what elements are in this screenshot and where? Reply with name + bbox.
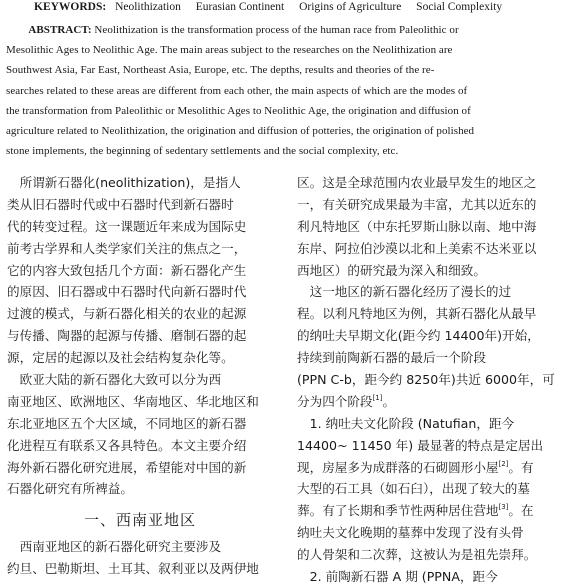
body-line: 一，有关研究成果最为丰富，尤其以近东的 [297,196,537,212]
abstract-block [6,20,558,161]
body-line: 东北亚地区五个大区域，不同地区的新石器 [7,415,247,431]
body-line: 西南亚地区的新石器化研究主要涉及 [7,539,222,555]
keyword-item: Neolithization [115,1,181,13]
body-line: 1. 纳吐夫文化阶段 (Natufian，距今 [297,415,515,431]
abstract-line: ABSTRACT: Neolithization is the transformation process of the human race from Paleolithic or [28,24,459,36]
body-line: 分为四个阶段[1]。 [297,393,396,409]
section-heading: 一、西南亚地区 [83,511,196,530]
keyword-item: Origins of Agriculture [299,1,402,13]
body-line: 利凡特地区（中东托罗斯山脉以南、地中海 [297,218,537,234]
abstract-line: the transformation from Paleolithic or Mesolithic Ages to Neolithic Age, the origination and diffusion of [6,104,471,117]
body-line: 类从旧石器时代或中石器时代到新石器时 [7,196,234,212]
body-line: 前考古学界和人类学家们关注的焦点之一， [7,240,247,256]
body-line: 它的内容大致包括几个方面：新石器化产生 [7,262,247,278]
body-line: 持续到前陶新石器的最后一个阶段 [297,350,486,366]
body-line: 约旦、巴勒斯坦、土耳其、叙利亚以及两伊地 [7,561,259,577]
body-line: 西地区）的研究最为深入和细致。 [297,262,486,278]
body-line: 与传播、陶器的起源与传播、磨制石器的起 [7,328,247,344]
body-line: 化进程互有联系又各具特色。本文主要介绍 [7,437,247,453]
body-line: 的纳吐夫早期文化(距今约 14400年)开始， [297,328,540,344]
abstract-line: Southwest Asia, Far East, Northeast Asia, Europe, etc. The depths, results and theories of the re- [6,64,435,77]
body-line: 东岸、阿拉伯沙漠以北和上美索不达米亚以 [297,240,537,256]
keyword-item: Social Complexity [416,1,503,13]
body-line: 14400~ 11450 年) 最显著的特点是定居出 [297,437,544,453]
body-line: 代的转变过程。这一课题近年来成为国际史 [7,218,247,234]
left-column [7,172,273,580]
body-line: 南亚地区、欧洲地区、华南地区、华北地区和 [7,393,259,409]
body-line: 的原因、旧石器或中石器时代向新石器时代 [7,284,247,300]
keywords-label: KEYWORDS: [34,1,107,13]
body-line: 葬。有了长期和季节性两种居住营地[3]。在 [297,503,534,519]
body-line: 2. 前陶新石器 A 期 (PPNA，距今 [297,569,498,585]
body-line: 石器化研究有所裨益。 [7,481,133,497]
abstract-line: searches related to these areas are different from each other, the main aspects of which are the modes of [6,84,468,97]
body-line: 欧亚大陆的新石器化大致可以分为西 [7,372,222,388]
body-line: (PPN C-b，距今约 8250年)共近 6000年，可 [297,372,555,388]
abstract-line: agriculture related to Neolithization, the origination and diffusion of potteries, the origination of polished [6,124,475,137]
abstract-label: ABSTRACT: [28,24,92,36]
abstract-line: Mesolithic Ages to Neolithic Age. The main areas subject to the researches on the Neolithization are [6,44,453,57]
abstract-line: stone implements, the beginning of sedentary settlements and the social complexity, etc. [6,145,399,158]
citation-ref: [2] [498,459,509,468]
body-line: 大型的石工具（如石臼），出现了较大的墓 [297,481,530,497]
keywords-line [34,0,564,14]
body-line: 区。这是全球范围内农业最早发生的地区之 [297,175,537,190]
keyword-item: Eurasian Continent [195,1,285,13]
body-line: 现，房屋多为成群落的石砌圆形小屋[2]。有 [297,459,534,475]
body-line: 源，定居的起源以及社会结构复杂化等。 [7,350,234,366]
body-line: 这一地区的新石器化经历了漫长的过 [297,284,512,300]
citation-ref: [3] [498,503,509,512]
body-line: 过渡的模式，与新石器化相关的农业的起源 [7,306,247,322]
body-line: 所谓新石器化(neolithization)，是指人 [7,175,241,190]
body-line: 的人骨架和二次葬，这被认为是祖先崇拜。 [297,547,537,563]
body-line: 海外新石器化研究进展，希望能对中国的新 [7,459,247,475]
body-line: 纳吐夫文化晚期的墓葬中发现了没有头骨 [297,525,524,541]
body-line: 程。以利凡特地区为例，其新石器化从最早 [297,306,537,322]
citation-ref: [1] [372,393,383,402]
right-column [297,172,563,588]
